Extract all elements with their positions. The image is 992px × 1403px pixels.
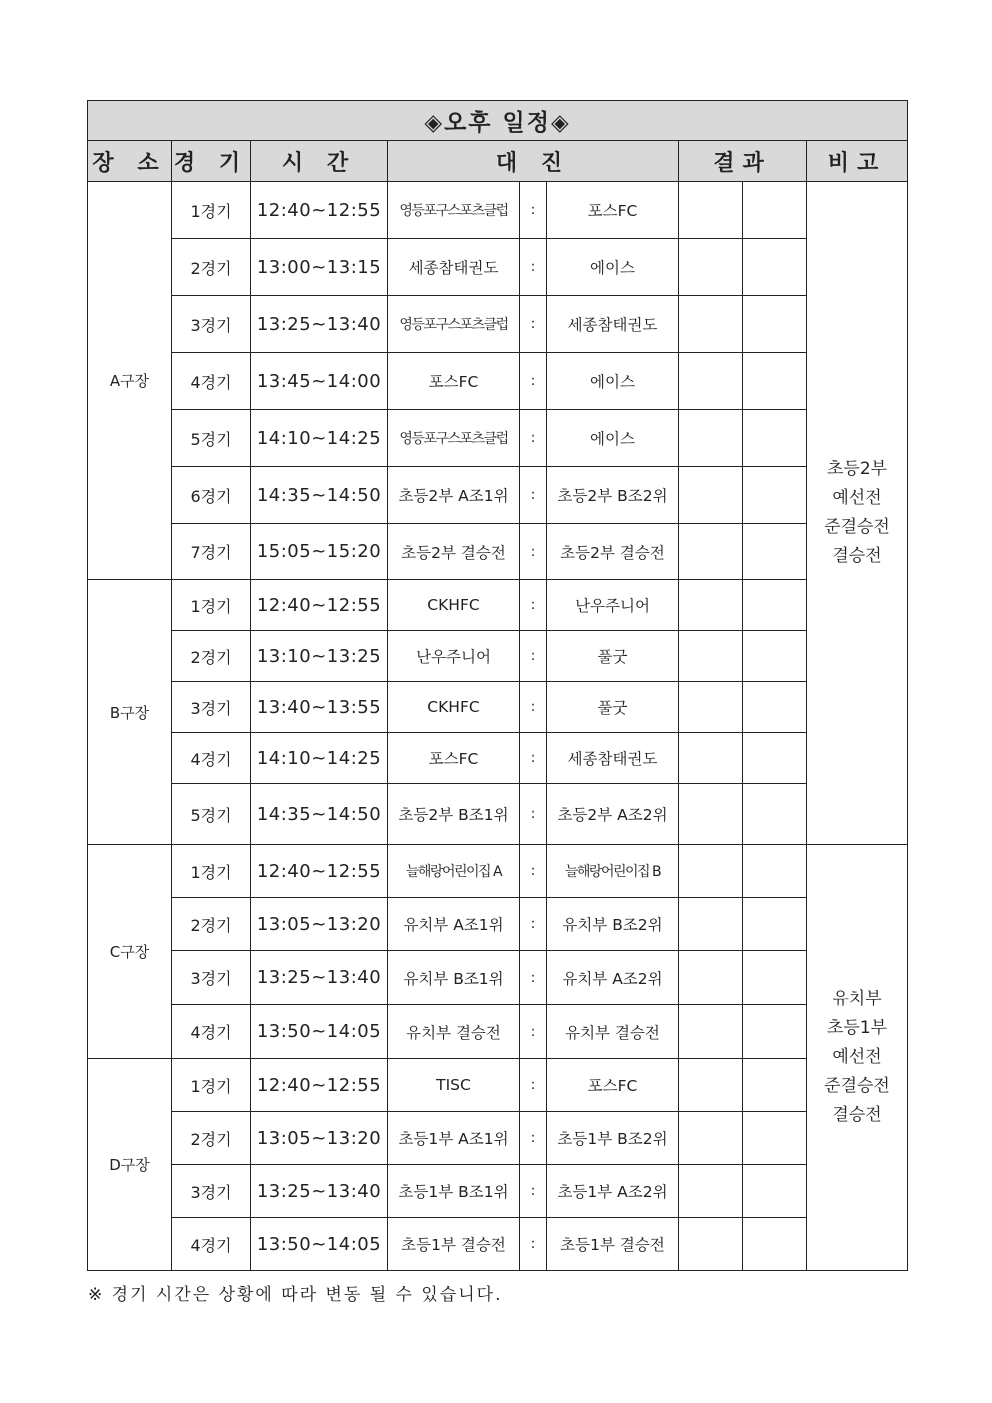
team-home: 포스FC	[388, 733, 520, 784]
result-home	[679, 682, 743, 733]
result-home	[679, 580, 743, 631]
venue-name: B구장	[88, 580, 172, 845]
result-home	[679, 353, 743, 410]
note-line: 결승전	[832, 546, 882, 566]
team-away: 에이스	[547, 353, 679, 410]
note-line: 결승전	[832, 1105, 882, 1125]
result-home	[679, 845, 743, 898]
versus-separator: :	[520, 580, 547, 631]
result-home	[679, 1112, 743, 1165]
game-time: 14:35~14:50	[251, 467, 388, 524]
versus-separator: :	[520, 631, 547, 682]
versus-separator: :	[520, 239, 547, 296]
result-away	[743, 1165, 807, 1218]
result-away	[743, 353, 807, 410]
team-away: 에이스	[547, 239, 679, 296]
table-row	[88, 1218, 908, 1271]
game-time: 13:10~13:25	[251, 631, 388, 682]
result-away	[743, 410, 807, 467]
table-row	[88, 631, 908, 682]
result-away	[743, 1112, 807, 1165]
result-home	[679, 951, 743, 1005]
team-away: 에이스	[547, 410, 679, 467]
result-home	[679, 631, 743, 682]
table-row	[88, 951, 908, 1005]
team-home: CKHFC	[388, 580, 520, 631]
table-row	[88, 1112, 908, 1165]
game-time: 12:40~12:55	[251, 845, 388, 898]
team-away: 세종참태권도	[547, 296, 679, 353]
team-home: 늘해랑어린이집 A	[388, 845, 520, 898]
game-number: 4경기	[172, 353, 251, 410]
result-away	[743, 898, 807, 951]
team-home: CKHFC	[388, 682, 520, 733]
result-away	[743, 682, 807, 733]
versus-separator: :	[520, 410, 547, 467]
result-away	[743, 580, 807, 631]
game-time: 13:25~13:40	[251, 951, 388, 1005]
result-home	[679, 784, 743, 845]
versus-separator: :	[520, 898, 547, 951]
result-away	[743, 1059, 807, 1112]
game-number: 2경기	[172, 1112, 251, 1165]
versus-separator: :	[520, 1059, 547, 1112]
team-away: 초등2부 B조2위	[547, 467, 679, 524]
team-home: 영등포구스포츠클럽	[388, 182, 520, 239]
note-line: 초등1부	[826, 1018, 888, 1038]
table-row	[88, 239, 908, 296]
note-line: 예선전	[832, 1047, 882, 1067]
versus-separator: :	[520, 1218, 547, 1271]
table-row	[88, 784, 908, 845]
game-time: 15:05~15:20	[251, 524, 388, 580]
team-home: 초등1부 B조1위	[388, 1165, 520, 1218]
result-home	[679, 467, 743, 524]
game-number: 4경기	[172, 1218, 251, 1271]
footnote: ※ 경기 시간은 상황에 따라 변동 될 수 있습니다.	[88, 1285, 503, 1305]
header-time: 시 간	[251, 141, 388, 182]
result-home	[679, 182, 743, 239]
team-home: 세종참태권도	[388, 239, 520, 296]
team-home: 초등2부 결승전	[388, 524, 520, 580]
result-home	[679, 898, 743, 951]
table-row	[88, 898, 908, 951]
table-row	[88, 182, 908, 239]
game-number: 5경기	[172, 784, 251, 845]
note-line: 준결승전	[824, 1076, 890, 1096]
game-time: 14:10~14:25	[251, 410, 388, 467]
game-time: 13:05~13:20	[251, 898, 388, 951]
result-home	[679, 1005, 743, 1059]
team-home: 초등1부 A조1위	[388, 1112, 520, 1165]
game-time: 13:50~14:05	[251, 1218, 388, 1271]
versus-separator: :	[520, 296, 547, 353]
header-venue: 장 소	[88, 141, 172, 182]
team-away: 풀굿	[547, 631, 679, 682]
game-number: 3경기	[172, 1165, 251, 1218]
game-number: 4경기	[172, 1005, 251, 1059]
team-home: 유치부 결승전	[388, 1005, 520, 1059]
game-number: 3경기	[172, 682, 251, 733]
versus-separator: :	[520, 1165, 547, 1218]
game-time: 12:40~12:55	[251, 1059, 388, 1112]
result-away	[743, 845, 807, 898]
header-result: 결과	[679, 141, 807, 182]
table-row	[88, 410, 908, 467]
team-away: 유치부 결승전	[547, 1005, 679, 1059]
versus-separator: :	[520, 784, 547, 845]
result-home	[679, 524, 743, 580]
team-away: 포스FC	[547, 1059, 679, 1112]
game-number: 2경기	[172, 898, 251, 951]
table-row	[88, 1165, 908, 1218]
game-time: 12:40~12:55	[251, 182, 388, 239]
table-row	[88, 682, 908, 733]
team-away: 늘해랑어린이집 B	[547, 845, 679, 898]
result-home	[679, 1165, 743, 1218]
table-row	[88, 1005, 908, 1059]
result-home	[679, 1059, 743, 1112]
schedule-body	[88, 182, 908, 1271]
versus-separator: :	[520, 524, 547, 580]
team-home: 난우주니어	[388, 631, 520, 682]
game-time: 14:35~14:50	[251, 784, 388, 845]
team-home: 초등2부 B조1위	[388, 784, 520, 845]
schedule-title: ◈오후 일정◈	[88, 101, 908, 141]
note-line: 초등2부	[826, 459, 888, 479]
team-away: 초등1부 B조2위	[547, 1112, 679, 1165]
team-home: 초등1부 결승전	[388, 1218, 520, 1271]
result-away	[743, 951, 807, 1005]
result-away	[743, 296, 807, 353]
result-away	[743, 182, 807, 239]
venue-name: C구장	[88, 845, 172, 1059]
game-number: 3경기	[172, 296, 251, 353]
note-cell	[807, 182, 908, 845]
game-time: 13:45~14:00	[251, 353, 388, 410]
team-home: 포스FC	[388, 353, 520, 410]
game-number: 1경기	[172, 580, 251, 631]
table-row	[88, 1059, 908, 1112]
note-line: 준결승전	[824, 517, 890, 537]
result-away	[743, 1005, 807, 1059]
team-home: 초등2부 A조1위	[388, 467, 520, 524]
versus-separator: :	[520, 353, 547, 410]
result-away	[743, 733, 807, 784]
venue-name: D구장	[88, 1059, 172, 1271]
team-away: 초등1부 결승전	[547, 1218, 679, 1271]
game-time: 14:10~14:25	[251, 733, 388, 784]
result-away	[743, 524, 807, 580]
versus-separator: :	[520, 951, 547, 1005]
versus-separator: :	[520, 1112, 547, 1165]
result-home	[679, 296, 743, 353]
header-note: 비고	[807, 141, 908, 182]
team-away: 난우주니어	[547, 580, 679, 631]
game-time: 13:00~13:15	[251, 239, 388, 296]
team-home: 유치부 B조1위	[388, 951, 520, 1005]
table-row	[88, 353, 908, 410]
team-away: 유치부 A조2위	[547, 951, 679, 1005]
table-row	[88, 733, 908, 784]
note-cell	[807, 845, 908, 1271]
game-number: 4경기	[172, 733, 251, 784]
note-line: 유치부	[832, 989, 882, 1009]
note-line: 예선전	[832, 488, 882, 508]
table-row	[88, 467, 908, 524]
game-time: 13:25~13:40	[251, 1165, 388, 1218]
game-number: 5경기	[172, 410, 251, 467]
schedule-table	[87, 100, 908, 1271]
game-number: 2경기	[172, 239, 251, 296]
team-away: 초등1부 A조2위	[547, 1165, 679, 1218]
game-time: 13:50~14:05	[251, 1005, 388, 1059]
versus-separator: :	[520, 845, 547, 898]
header-game: 경 기	[172, 141, 251, 182]
team-away: 유치부 B조2위	[547, 898, 679, 951]
team-home: 영등포구스포츠클럽	[388, 296, 520, 353]
game-time: 13:25~13:40	[251, 296, 388, 353]
game-number: 2경기	[172, 631, 251, 682]
versus-separator: :	[520, 467, 547, 524]
versus-separator: :	[520, 1005, 547, 1059]
result-away	[743, 631, 807, 682]
team-home: 영등포구스포츠클럽	[388, 410, 520, 467]
result-home	[679, 410, 743, 467]
team-away: 포스FC	[547, 182, 679, 239]
game-number: 7경기	[172, 524, 251, 580]
game-number: 1경기	[172, 845, 251, 898]
header-match: 대 진	[388, 141, 679, 182]
result-away	[743, 239, 807, 296]
result-home	[679, 733, 743, 784]
table-row	[88, 845, 908, 898]
team-away: 풀굿	[547, 682, 679, 733]
versus-separator: :	[520, 182, 547, 239]
versus-separator: :	[520, 733, 547, 784]
game-number: 6경기	[172, 467, 251, 524]
result-away	[743, 467, 807, 524]
game-number: 1경기	[172, 1059, 251, 1112]
team-away: 초등2부 A조2위	[547, 784, 679, 845]
table-row	[88, 296, 908, 353]
result-away	[743, 784, 807, 845]
game-number: 1경기	[172, 182, 251, 239]
team-home: 유치부 A조1위	[388, 898, 520, 951]
venue-name: A구장	[88, 182, 172, 580]
team-away: 세종참태권도	[547, 733, 679, 784]
result-home	[679, 1218, 743, 1271]
team-away: 초등2부 결승전	[547, 524, 679, 580]
table-row	[88, 524, 908, 580]
team-home: TISC	[388, 1059, 520, 1112]
versus-separator: :	[520, 682, 547, 733]
table-row	[88, 580, 908, 631]
game-time: 13:05~13:20	[251, 1112, 388, 1165]
result-home	[679, 239, 743, 296]
game-time: 13:40~13:55	[251, 682, 388, 733]
game-number: 3경기	[172, 951, 251, 1005]
game-time: 12:40~12:55	[251, 580, 388, 631]
result-away	[743, 1218, 807, 1271]
